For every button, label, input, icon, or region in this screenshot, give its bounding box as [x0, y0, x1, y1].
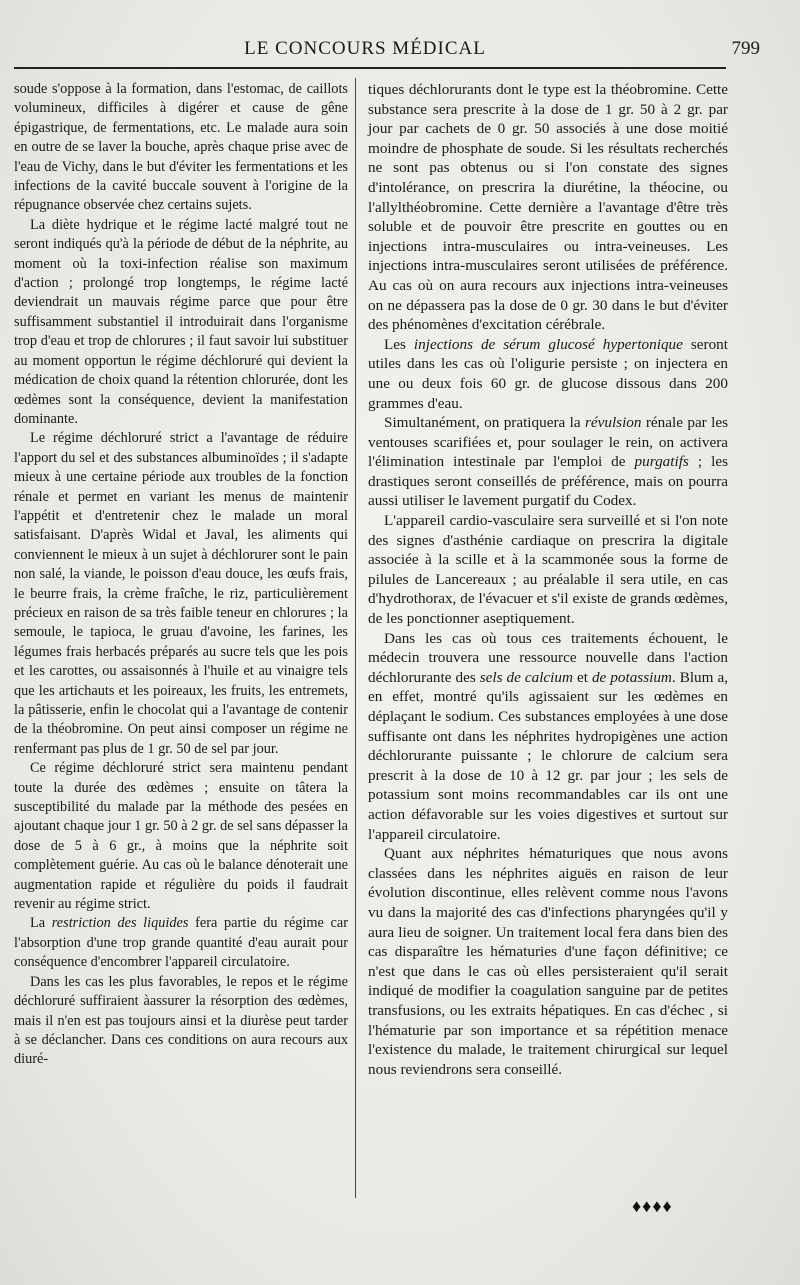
page-number: 799: [731, 38, 760, 59]
running-head: [0, 38, 800, 68]
paragraph: Ce régime déchloruré strict sera maintenu pendant toute la durée des œdèmes ; ensuite on tâtera la susceptibilité du malade par la méthode des pesées en ajoutant chaque jour 1 gr. 50 à 2 gr. de sel sans dépasser la dose de 5 à 6 gr., à moins que la néphrite soit complètement guérie. Au cas où le balance dénoterait une augmentation rapide et régulière du poids il faudrait revenir au régime strict.: [14, 760, 348, 913]
paragraph-glucose: [368, 335, 728, 413]
paragraph-revulsion: [368, 413, 728, 511]
text-run: seront utiles dans les cas où l'oligurie persiste ; on injectera en une ou deux fois 60 gr. de glucose dissous dans 200 grammes d'eau.: [368, 335, 728, 412]
paragraph: soude s'oppose à la formation, dans l'estomac, de caillots volumineux, difficiles à digérer et cause de gêne épigastrique, de fermentations, etc. Le malade aura soin en outre de se laver la bouche, après chaque prise avec de l'eau de Vichy, dans le but d'éviter les fermentations et les infections de la cavité buccale souvent à l'origine de la répugnance observée chez certains sujets.: [14, 81, 348, 214]
paragraph: Quant aux néphrites hématuriques que nous avons classées dans les néphrites aiguës en raison de leur évolution discontinue, elles relèvent comme nous l'avons vu dans la majorité des cas d'infections pharyngées qu'il y aura lieu de soigner. Un traitement local fera dans bien des cas disparaître les hématuries d'une façon définitive; ce n'est que dans le cas où elles persisteraient qu'il serait indiqué de modifier la coagulation sanguine par de petites transfusions, ou les extraits hépatiques. En cas d'échec , si l'hématurie par son importance et sa répétition menace l'existence du malade, le traitement chirurgical sur lequel nous reviendrons sera conseillé.: [368, 845, 728, 1078]
text-run: et: [572, 668, 592, 686]
paragraph: tiques déchlorurants dont le type est la théobromine. Cette substance sera prescrite à la dose de 1 gr. 50 à 2 gr. par jour par cachets de 0 gr. 50 associés à une dose moitié moindre de phosphate de soude. Si les résultats recherchés ne sont pas obtenus ou si l'on constate des signes d'intolérance, on prescrira la diurétine, la théocine, ou l'allylthéobromine. Cette dernière a l'avantage d'être très soluble et de pouvoir être prescrite en gouttes ou en injections intra-musculaires ou intra-veineuses. Les injections intra-musculaires seront utilisées de préférence. Au cas où on aura recours aux injections intra-veineuses on ne dépassera pas la dose de 0 gr. 30 dans le but d'éviter des phénomènes d'excitation cérébrale.: [368, 81, 728, 334]
text-run: ; les drastiques seront conseillés de préférence, mais on pourra aussi utiliser le lavement purgatif du Codex.: [368, 453, 728, 510]
text-run: Simultanément, on pratiquera la: [384, 414, 585, 432]
journal-title: LE CONCOURS MÉDICAL: [244, 38, 486, 59]
right-column: [368, 80, 728, 1079]
paragraph-restriction: [14, 914, 348, 972]
paragraph: L'appareil cardio-vasculaire sera surveillé et si l'on note des signes d'asthénie cardiaque on prescrira la digitale associée à la scille et à la scammonée sous la forme de pilules de Lancereaux ; au préalable il sera utile, en cas d'hydrothorax, de l'évacuer et s'il existe de grands œdèmes, de les ponctionner aseptiquement.: [368, 512, 728, 628]
italic-term: sels de calcium: [479, 668, 573, 686]
column-divider: [355, 78, 356, 1198]
paragraph: Dans les cas les plus favorables, le repos et le régime déchloruré suffiraient àassurer la résorption des œdèmes, mais il n'en est pas toujours ainsi et la diurèse peut tarder à se déclancher. Dans ces conditions on aura recours aux diuré-: [14, 973, 348, 1068]
paragraph: Le régime déchloruré strict a l'avantage de réduire l'apport du sel et des substances albuminoïdes ; il s'adapte mieux à une certaine période aux troubles de la fonction rénale et permet en variant les menus de maintenir l'appétit et d'entretenir chez le malade un moral satisfaisant. D'après Widal et Javal, les aliments qui conviennent le mieux à un sujet à déchlorurer sont le pain non salé, la viande, le poisson d'eau douce, les œufs frais, le beurre frais, la crème fraîche, le riz, particulièrement précieux en raison de sa très faible teneur en chlorures ; la semoule, le tapioca, le gruau d'avoine, les farines, les légumes frais herbacés préparés au sucre tels que les pois et les carottes, ou assaisonnés à l'huile et au vinaigre tels que les artichauts et les poireaux, les fruits, les entremets, la pâtisserie, enfin le chocolat qui a l'avantage de contenir de la théobromine. On peut ainsi composer un régime ne renfermant pas plus de 1 gr. 50 de sel par jour.: [14, 430, 348, 757]
text-run: La: [30, 915, 52, 932]
text-run: Dans les cas où tous ces traitements échouent, le médecin trouvera une ressource nouvelle dans l'action déchlorurante des: [368, 629, 728, 686]
end-ornament: ♦♦♦♦: [632, 1196, 673, 1216]
left-column: [14, 80, 348, 1070]
italic-term: de potassium: [591, 668, 672, 686]
text-run: fera partie du régime car l'absorption d'une trop grande quantité d'eau aurait pour conséquence d'encombrer l'appareil circulatoire.: [14, 915, 348, 971]
header-rule: [14, 67, 726, 69]
text-run: Les: [384, 335, 414, 353]
paragraph-calcium: [368, 629, 728, 845]
text-run: rénale par les ventouses scarifiées et, pour soulager le rein, on activera l'élimination intestinale par l'emploi de: [368, 414, 728, 471]
italic-term: restriction des liquides: [51, 915, 189, 932]
italic-term: injections de sérum glucosé hypertonique: [413, 335, 683, 353]
italic-term: purgatifs: [634, 453, 689, 471]
text-run: . Blum a, en effet, montré qu'ils agissaient sur les œdèmes en déplaçant le sodium. Ces substances employées à une dose suffisante ont dans les néphrites hydropigènes une action déchlorurante puissante ; le chlorure de calcium sera prescrit à la dose de 10 à 12 gr. par jour ; les sels de potassium sont moins recommandables car ils ont une action défavorable sur les voies digestives et surtout sur l'appareil circulatoire.: [368, 668, 729, 843]
paragraph: La diète hydrique et le régime lacté malgré tout ne seront indiqués qu'à la période de début de la néphrite, au moment où la toxi-infection réalise son maximum d'action ; prolongé trop longtemps, le régime lacté deviendrait un mauvais régime parce que pour être suffisamment substantiel il introduirait dans l'organisme trop d'eau et trop de chlorures ; il faut savoir lui substituer au moment opportun le régime déchloruré qui devient la médication de choix quand la rétention chlorurée, dont les œdèmes sont la conséquence, devient la manifestation dominante.: [14, 216, 348, 427]
italic-term: révulsion: [584, 414, 642, 432]
